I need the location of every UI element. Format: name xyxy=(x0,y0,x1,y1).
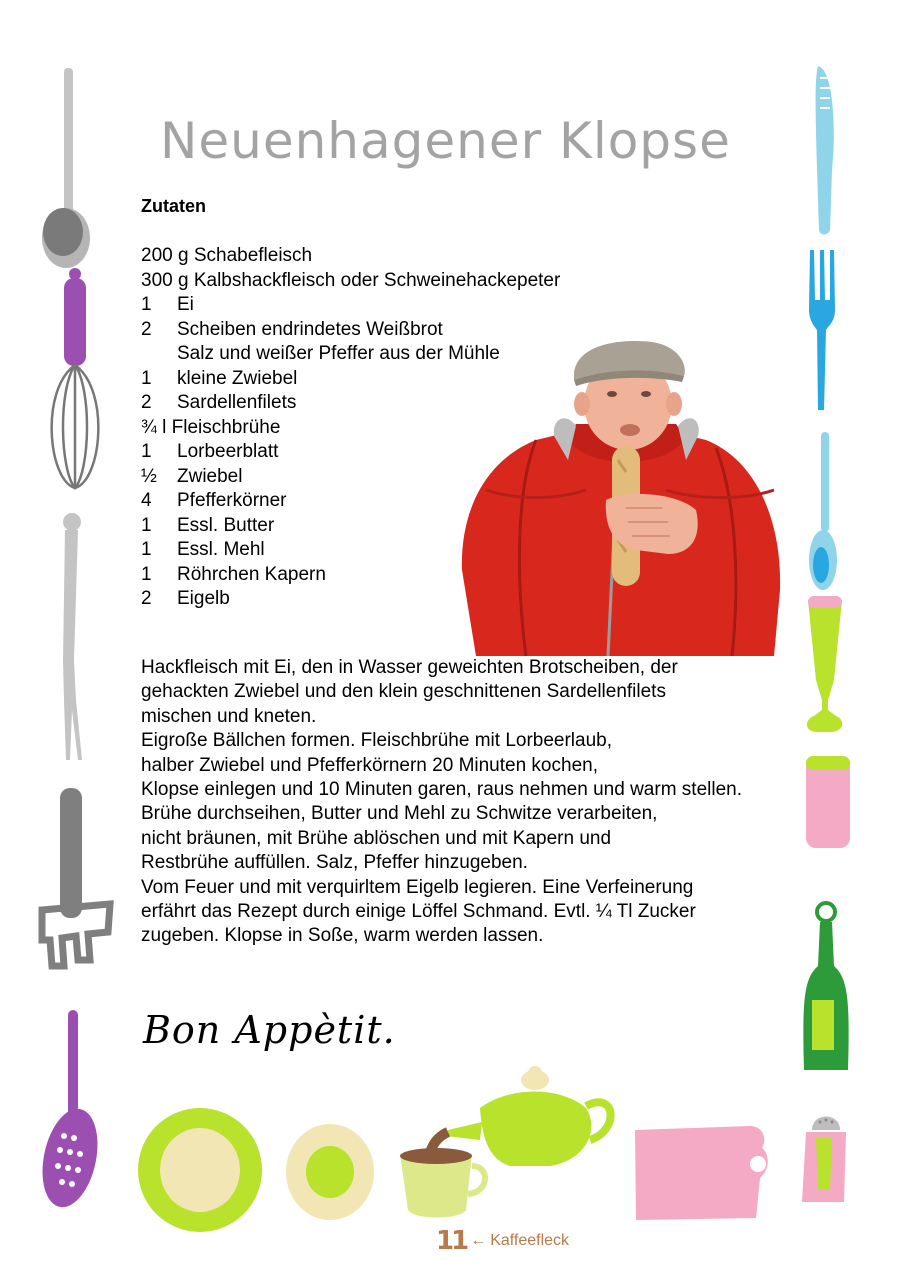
ingredient-qty: ½ xyxy=(141,465,157,487)
chef-photo xyxy=(456,340,786,656)
footer-note: Kaffeefleck xyxy=(490,1232,570,1249)
instruction-line: Klopse einlegen und 10 Minuten garen, raus nehmen und warm stellen. xyxy=(141,779,742,801)
signoff: Bon Appètit. xyxy=(143,1008,396,1052)
bottom-kitchen-border xyxy=(130,1060,800,1235)
ingredient-text: Ei xyxy=(177,294,194,315)
instruction-line: Brühe durchseihen, Butter und Mehl zu Schwitze verarbeiten, xyxy=(141,803,658,825)
ingredient-item xyxy=(141,293,560,318)
instruction-line: Restbrühe auffüllen. Salz, Pfeffer hinzugeben. xyxy=(141,852,528,874)
ingredients-heading: Zutaten xyxy=(141,196,206,216)
ingredient-text: Essl. Mehl xyxy=(177,539,265,560)
grey-fork-icon xyxy=(63,513,82,760)
whisk-icon xyxy=(52,268,99,488)
small-plate-icon xyxy=(286,1124,374,1220)
ingredient-item xyxy=(141,244,560,269)
masher-icon xyxy=(42,788,110,966)
ingredient-qty: 1 xyxy=(141,441,152,462)
ingredient-qty: 4 xyxy=(141,490,152,511)
ingredient-qty: 1 xyxy=(141,563,152,585)
teapot-icon xyxy=(446,1066,611,1166)
instruction-line: erfährt das Rezept durch einige Löffel Schmand. Evtl. ¼ Tl Zucker xyxy=(141,901,696,923)
left-utensil-border xyxy=(30,60,120,1220)
ingredient-text: Eigelb xyxy=(177,588,230,609)
ingredient-item xyxy=(141,318,560,343)
instruction-line: halber Zwiebel und Pfefferkörnern 20 Minuten kochen, xyxy=(141,754,598,776)
coffee-cup-icon xyxy=(400,1148,485,1218)
ingredient-text: Zwiebel xyxy=(177,465,243,487)
ingredient-text: ¾ l Fleischbrühe xyxy=(141,416,281,438)
page-footer xyxy=(436,1226,569,1256)
spoon-icon xyxy=(809,432,837,590)
ladle-icon xyxy=(42,68,90,268)
ingredient-qty xyxy=(141,342,177,367)
ingredient-text: Essl. Butter xyxy=(177,514,275,536)
instruction-line: nicht bräunen, mit Brühe ablöschen und mit Kapern und xyxy=(141,827,612,849)
bottle-icon xyxy=(803,903,848,1070)
ingredient-text: Röhrchen Kapern xyxy=(177,563,326,585)
instruction-line: Hackfleisch mit Ei, den in Wasser geweichten Brotscheiben, der xyxy=(141,657,678,678)
cutting-board-icon xyxy=(635,1126,768,1220)
page-title: Neuenhagener Klopse xyxy=(160,112,731,170)
pink-cup-icon xyxy=(806,756,850,848)
ingredient-text: 300 g Kalbshackfleisch oder Schweinehackepeter xyxy=(141,269,561,291)
instruction-line: zugeben. Klopse in Soße, warm werden lassen. xyxy=(141,925,544,947)
instruction-line: Eigroße Bällchen formen. Fleischbrühe mit Lorbeerlaub, xyxy=(141,730,613,752)
ingredient-qty: 2 xyxy=(141,588,152,609)
instructions xyxy=(141,656,742,949)
slotted-spoon-icon xyxy=(34,1010,106,1212)
ingredient-text: Salz und weißer Pfeffer aus der Mühle xyxy=(177,343,500,364)
left-arrow-icon: ← xyxy=(470,1232,487,1249)
ingredient-qty: 1 xyxy=(141,367,152,389)
instruction-line: gehackten Zwiebel und den klein geschnittenen Sardellenfilets xyxy=(141,681,666,703)
right-utensil-border xyxy=(790,60,870,1220)
ingredient-qty: 1 xyxy=(141,514,152,536)
instruction-line: Vom Feuer und mit verquirltem Eigelb legieren. Eine Verfeinerung xyxy=(141,876,694,898)
ingredient-text: kleine Zwiebel xyxy=(177,367,298,389)
instruction-line: mischen und kneten. xyxy=(141,705,317,727)
glass-icon xyxy=(807,596,842,732)
large-plate-icon xyxy=(138,1108,262,1232)
page-number: 11 xyxy=(436,1226,467,1256)
ingredient-qty: 1 xyxy=(141,539,152,560)
ingredient-qty: 1 xyxy=(141,294,152,315)
ingredient-text: 200 g Schabefleisch xyxy=(141,245,313,266)
ingredient-text: Pfefferkörner xyxy=(177,490,287,511)
ingredient-qty: 2 xyxy=(141,392,152,413)
ingredient-text: Lorbeerblatt xyxy=(177,441,279,462)
salt-shaker-icon xyxy=(802,1117,846,1203)
ingredient-text: Scheiben endrindetes Weißbrot xyxy=(177,318,443,340)
ingredient-qty: 2 xyxy=(141,318,152,340)
blue-fork-icon xyxy=(809,250,835,410)
ingredient-item xyxy=(141,269,560,294)
ingredient-text: Sardellenfilets xyxy=(177,392,297,413)
knife-icon xyxy=(816,66,834,235)
